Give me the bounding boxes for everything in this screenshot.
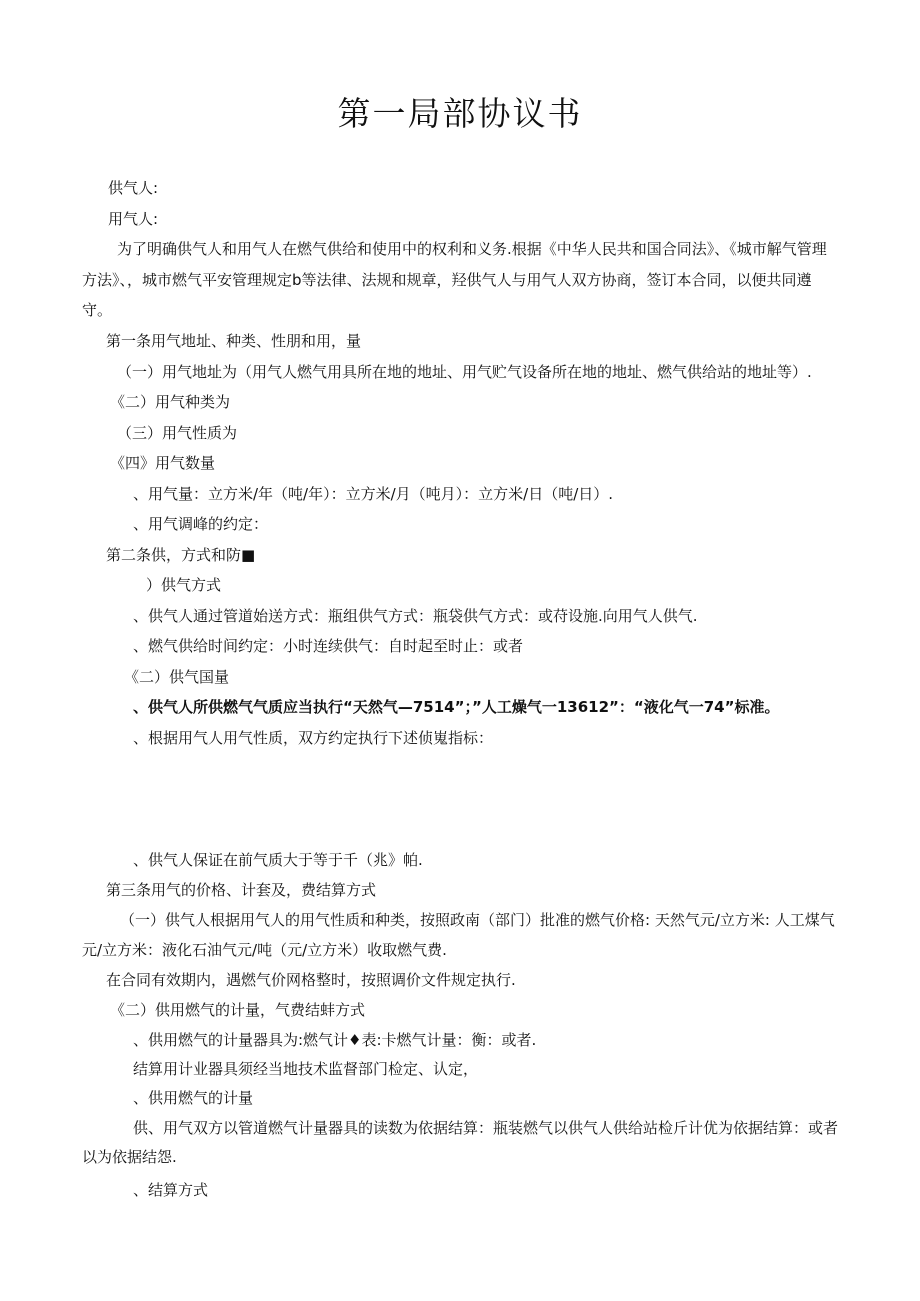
supplier-line: 供气人: <box>108 179 159 197</box>
meter-calibration-line: 结算用计业器具须经当地技术监督部门检定、认定， <box>133 1060 479 1078</box>
metering-heading: 《二）供用燃气的计量，气费结蚌方式 <box>110 1001 366 1019</box>
article-3-heading: 第三条用气的价格、计套及，费结算方式 <box>106 881 377 899</box>
supply-time-line: 、燃气供给时间约定：小时连续供气：自时起至时止：或者 <box>133 637 524 655</box>
gas-standard-line: 、供气人所供燃气气质应当执行“天然气—7514”；”人工燥气一13612”：“液化气一74”标准。 <box>133 698 780 716</box>
article-1-item-3: （三）用气性质为 <box>117 424 238 442</box>
pressure-guarantee-line: 、供气人保证在前气质大于等于千（兆》帕. <box>133 851 423 869</box>
preamble-line-1: 为了明确供气人和用气人在燃气供给和使用中的权利和义务.根据《中华人民共和国合同法》、《城市解气管理 <box>117 240 827 258</box>
gas-quality-heading: 《二）供气国量 <box>124 668 230 686</box>
article-2-heading: 第二条供，方式和防■ <box>106 546 256 564</box>
supply-method-line: 、供气人通过管道始送方式：瓶组供气方式：瓶袋供气方式：或苻设施.向用气人供气. <box>133 607 698 625</box>
article-1-item-4: 《四》用气数量 <box>110 454 216 472</box>
price-line-1: （一）供气人根据用气人的用气性质和种类，按照政南（部门）批准的燃气价格: 天然气元/立方米: 人工煤气 <box>120 911 835 929</box>
settlement-method-line: 、结算方式 <box>133 1181 209 1199</box>
metering-subheading: 、供用燃气的计量 <box>133 1089 254 1107</box>
quality-index-line: 、根据用气人用气性质，双方约定执行下述侦嵬指标： <box>133 729 494 747</box>
supply-method-heading: ）供气方式 <box>146 576 222 594</box>
user-line: 用气人: <box>108 210 159 228</box>
article-1-item-1: （一）用气地址为（用气人燃气用具所在地的地址、用气贮气设备所在地的地址、燃气供给站的地址等）. <box>117 363 812 381</box>
settlement-basis-line-2: 以为依据结怨. <box>82 1148 177 1166</box>
article-1-item-2: 《二）用气种类为 <box>110 393 231 411</box>
preamble-line-2: 方法》、，城市燃气平安管理规定b等法律、法规和规章，羟供气人与用气人双方协商，签订本合同，以便共同遵 <box>82 271 812 289</box>
preamble-line-3: 守。 <box>82 301 113 319</box>
document-title: 第一局部协议书 <box>337 94 583 133</box>
price-line-2: 元/立方米：液化石油气元/吨（元/立方米）收取燃气费. <box>82 941 447 959</box>
price-adjust-line: 在合同有效期内，遇燃气价网格整时，按照调价文件规定执行. <box>106 971 516 989</box>
article-1-heading: 第一条用气地址、种类、性朋和用，量 <box>106 332 362 350</box>
gas-volume-line: 、用气量：立方米/年（吨/年）：立方米/月（吨月）：立方米/日（吨/日）. <box>133 485 614 503</box>
peak-shaving-line: 、用气调峰的约定： <box>133 515 269 533</box>
metering-device-line: 、供用燃气的计量器具为:燃气计♦表:卡燃气计量：衡：或者. <box>133 1031 537 1049</box>
settlement-basis-line-1: 供、用气双方以管道燃气计量器具的读数为依据结算：瓶装燃气以供气人供给站检斤计优为依据结算：或者 <box>133 1119 839 1137</box>
